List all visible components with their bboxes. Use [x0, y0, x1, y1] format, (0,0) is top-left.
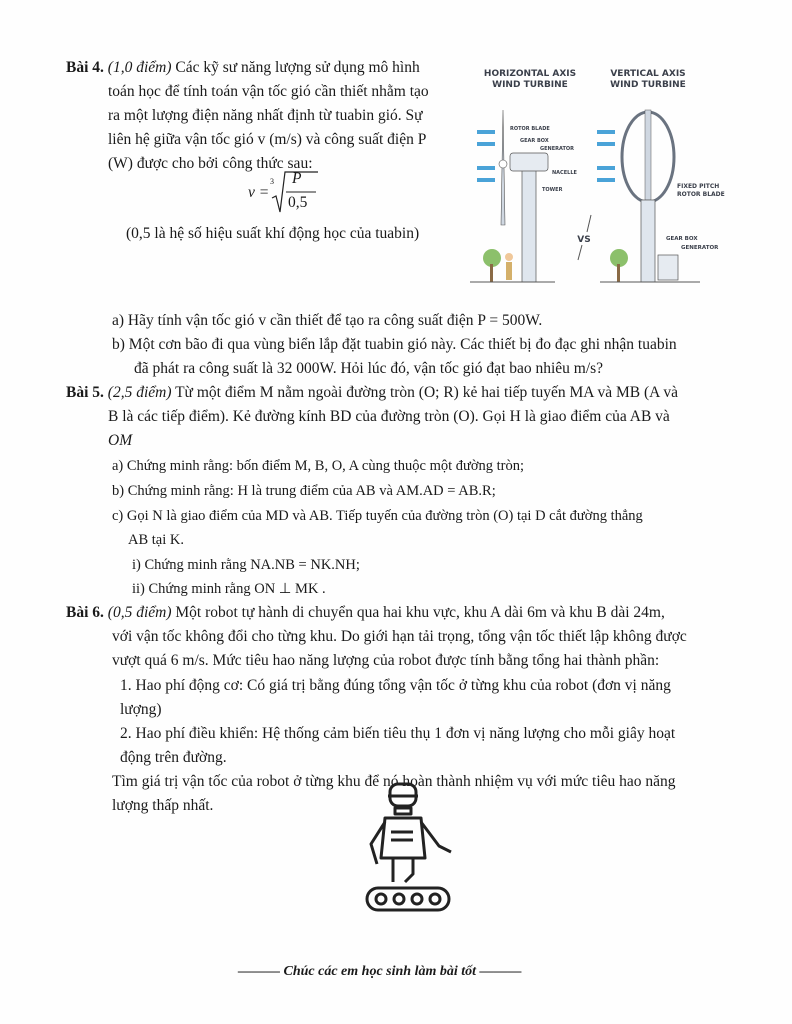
vs-label: VS [577, 235, 591, 245]
label-gear-box-2: GEAR BOX [666, 236, 698, 242]
right-title-1: VERTICAL AXIS [610, 69, 686, 79]
bai6-line-1 [66, 603, 665, 623]
label-fixed-pitch: FIXED PITCH [677, 183, 720, 190]
bai5-line-1 [66, 383, 678, 403]
bai5-question-a: a) Chứng minh rằng: bốn điểm M, B, O, A cùng thuộc một đường tròn; [112, 458, 525, 474]
bai4-question-a: a) Hãy tính vận tốc gió v cần thiết để tạo ra công suất điện P = 500W. [112, 312, 543, 329]
bai4-points: (1,0 điểm) [107, 59, 172, 76]
right-title-2: WIND TURBINE [610, 80, 686, 90]
bai6-item1-2: lượng) [120, 701, 162, 718]
bai6-label: Bài 6. [66, 604, 104, 621]
formula-lhs: v = [248, 184, 270, 201]
label-generator: GENERATOR [540, 146, 574, 152]
bai5-question-c-1: c) Gọi N là giao điểm của MD và AB. Tiếp tuyến của đường tròn (O) tại D cắt đường thẳng [112, 508, 643, 524]
bai4-label: Bài 4. [66, 59, 104, 76]
left-title-2: WIND TURBINE [492, 80, 568, 90]
label-nacelle: NACELLE [552, 170, 577, 176]
footer-message: ——— Chúc các em học sinh làm bài tốt ——— [238, 964, 522, 979]
bai4-question-b-2: đã phát ra công suất là 32 000W. Hỏi lúc đó, vận tốc gió đạt bao nhiêu m/s? [134, 360, 604, 377]
text: Một robot tự hành di chuyển qua hai khu vực, khu A dài 6m và khu B dài 24m, [175, 604, 665, 621]
bai4-note: (0,5 là hệ số hiệu suất khí động học của tuabin) [126, 225, 420, 242]
bai5-question-c-ii: ii) Chứng minh rằng ON ⊥ MK . [132, 581, 326, 597]
text: Từ một điểm M nằm ngoài đường tròn (O; R) kẻ hai tiếp tuyến MA và MB (A và [175, 384, 678, 401]
bai6-line-2: với vận tốc không đổi cho từng khu. Do giới hạn tải trọng, tổng vận tốc thiết lập không được [112, 628, 687, 645]
label-rotor-blade: ROTOR BLADE [510, 126, 550, 132]
bai4-question-b-1: b) Một cơn bão đi qua vùng biển lắp đặt tuabin gió này. Các thiết bị đo đạc ghi nhận tuabin [112, 336, 677, 353]
label-gear-box: GEAR BOX [520, 138, 549, 144]
bai4-line-1 [66, 58, 420, 78]
denominator: 0,5 [288, 194, 308, 211]
bai6-line-3: vượt quá 6 m/s. Mức tiêu hao năng lượng của robot được tính bằng tổng hai thành phần: [112, 652, 660, 669]
formula [248, 168, 318, 216]
bai5-points: (2,5 điểm) [107, 384, 172, 401]
bai6-item2-2: động trên đường. [120, 749, 227, 766]
wind-turbine-diagram [470, 60, 740, 290]
label-rotor-blade-2: ROTOR BLADE [677, 191, 725, 198]
bai4-line-2: toán học để tính toán vận tốc gió cần thiết nhằm tạo [108, 83, 429, 100]
bai4-line-3: ra một lượng điện năng nhất định từ tuabin gió. Sự [108, 107, 423, 124]
bai5-line-3: OM [108, 432, 133, 449]
bai6-points: (0,5 điểm) [107, 604, 172, 621]
left-title-1: HORIZONTAL AXIS [483, 69, 577, 79]
robot-illustration [355, 778, 465, 918]
numerator: P [292, 170, 302, 187]
horizontal-turbine [470, 69, 578, 282]
bai4-line-4: liên hệ giữa vận tốc gió v (m/s) và công suất điện P [108, 131, 427, 148]
vertical-turbine [600, 69, 725, 282]
root-index: 3 [270, 177, 274, 186]
bai6-item2-1: 2. Hao phí điều khiển: Hệ thống cảm biến tiêu thụ 1 đơn vị năng lượng cho mỗi giây hoạt [120, 725, 676, 742]
label-tower: TOWER [542, 187, 563, 193]
text: Các kỹ sư năng lượng sử dụng mô hình [175, 59, 420, 76]
bai6-item1-1: 1. Hao phí động cơ: Có giá trị bằng đúng tổng vận tốc ở từng khu của robot (đơn vị năng [120, 677, 671, 694]
bai5-question-b: b) Chứng minh rằng: H là trung điểm của AB và AM.AD = AB.R; [112, 483, 496, 499]
bai4-line-5: (W) được cho bởi công thức sau: [108, 155, 313, 172]
bai6-question-1: Tìm giá trị vận tốc của robot ở từng khu để nó hoàn thành nhiệm vụ với mức tiêu hao năng [112, 773, 676, 790]
bai5-line-2: B là các tiếp điểm). Kẻ đường kính BD của đường tròn (O). Gọi H là giao điểm của AB và [108, 408, 670, 425]
bai6-question-2: lượng thấp nhất. [112, 797, 214, 814]
bai5-label: Bài 5. [66, 384, 104, 401]
bai5-question-c-2: AB tại K. [128, 532, 184, 548]
label-generator-2: GENERATOR [681, 245, 719, 251]
bai5-question-c-i: i) Chứng minh rằng NA.NB = NK.NH; [132, 557, 360, 573]
